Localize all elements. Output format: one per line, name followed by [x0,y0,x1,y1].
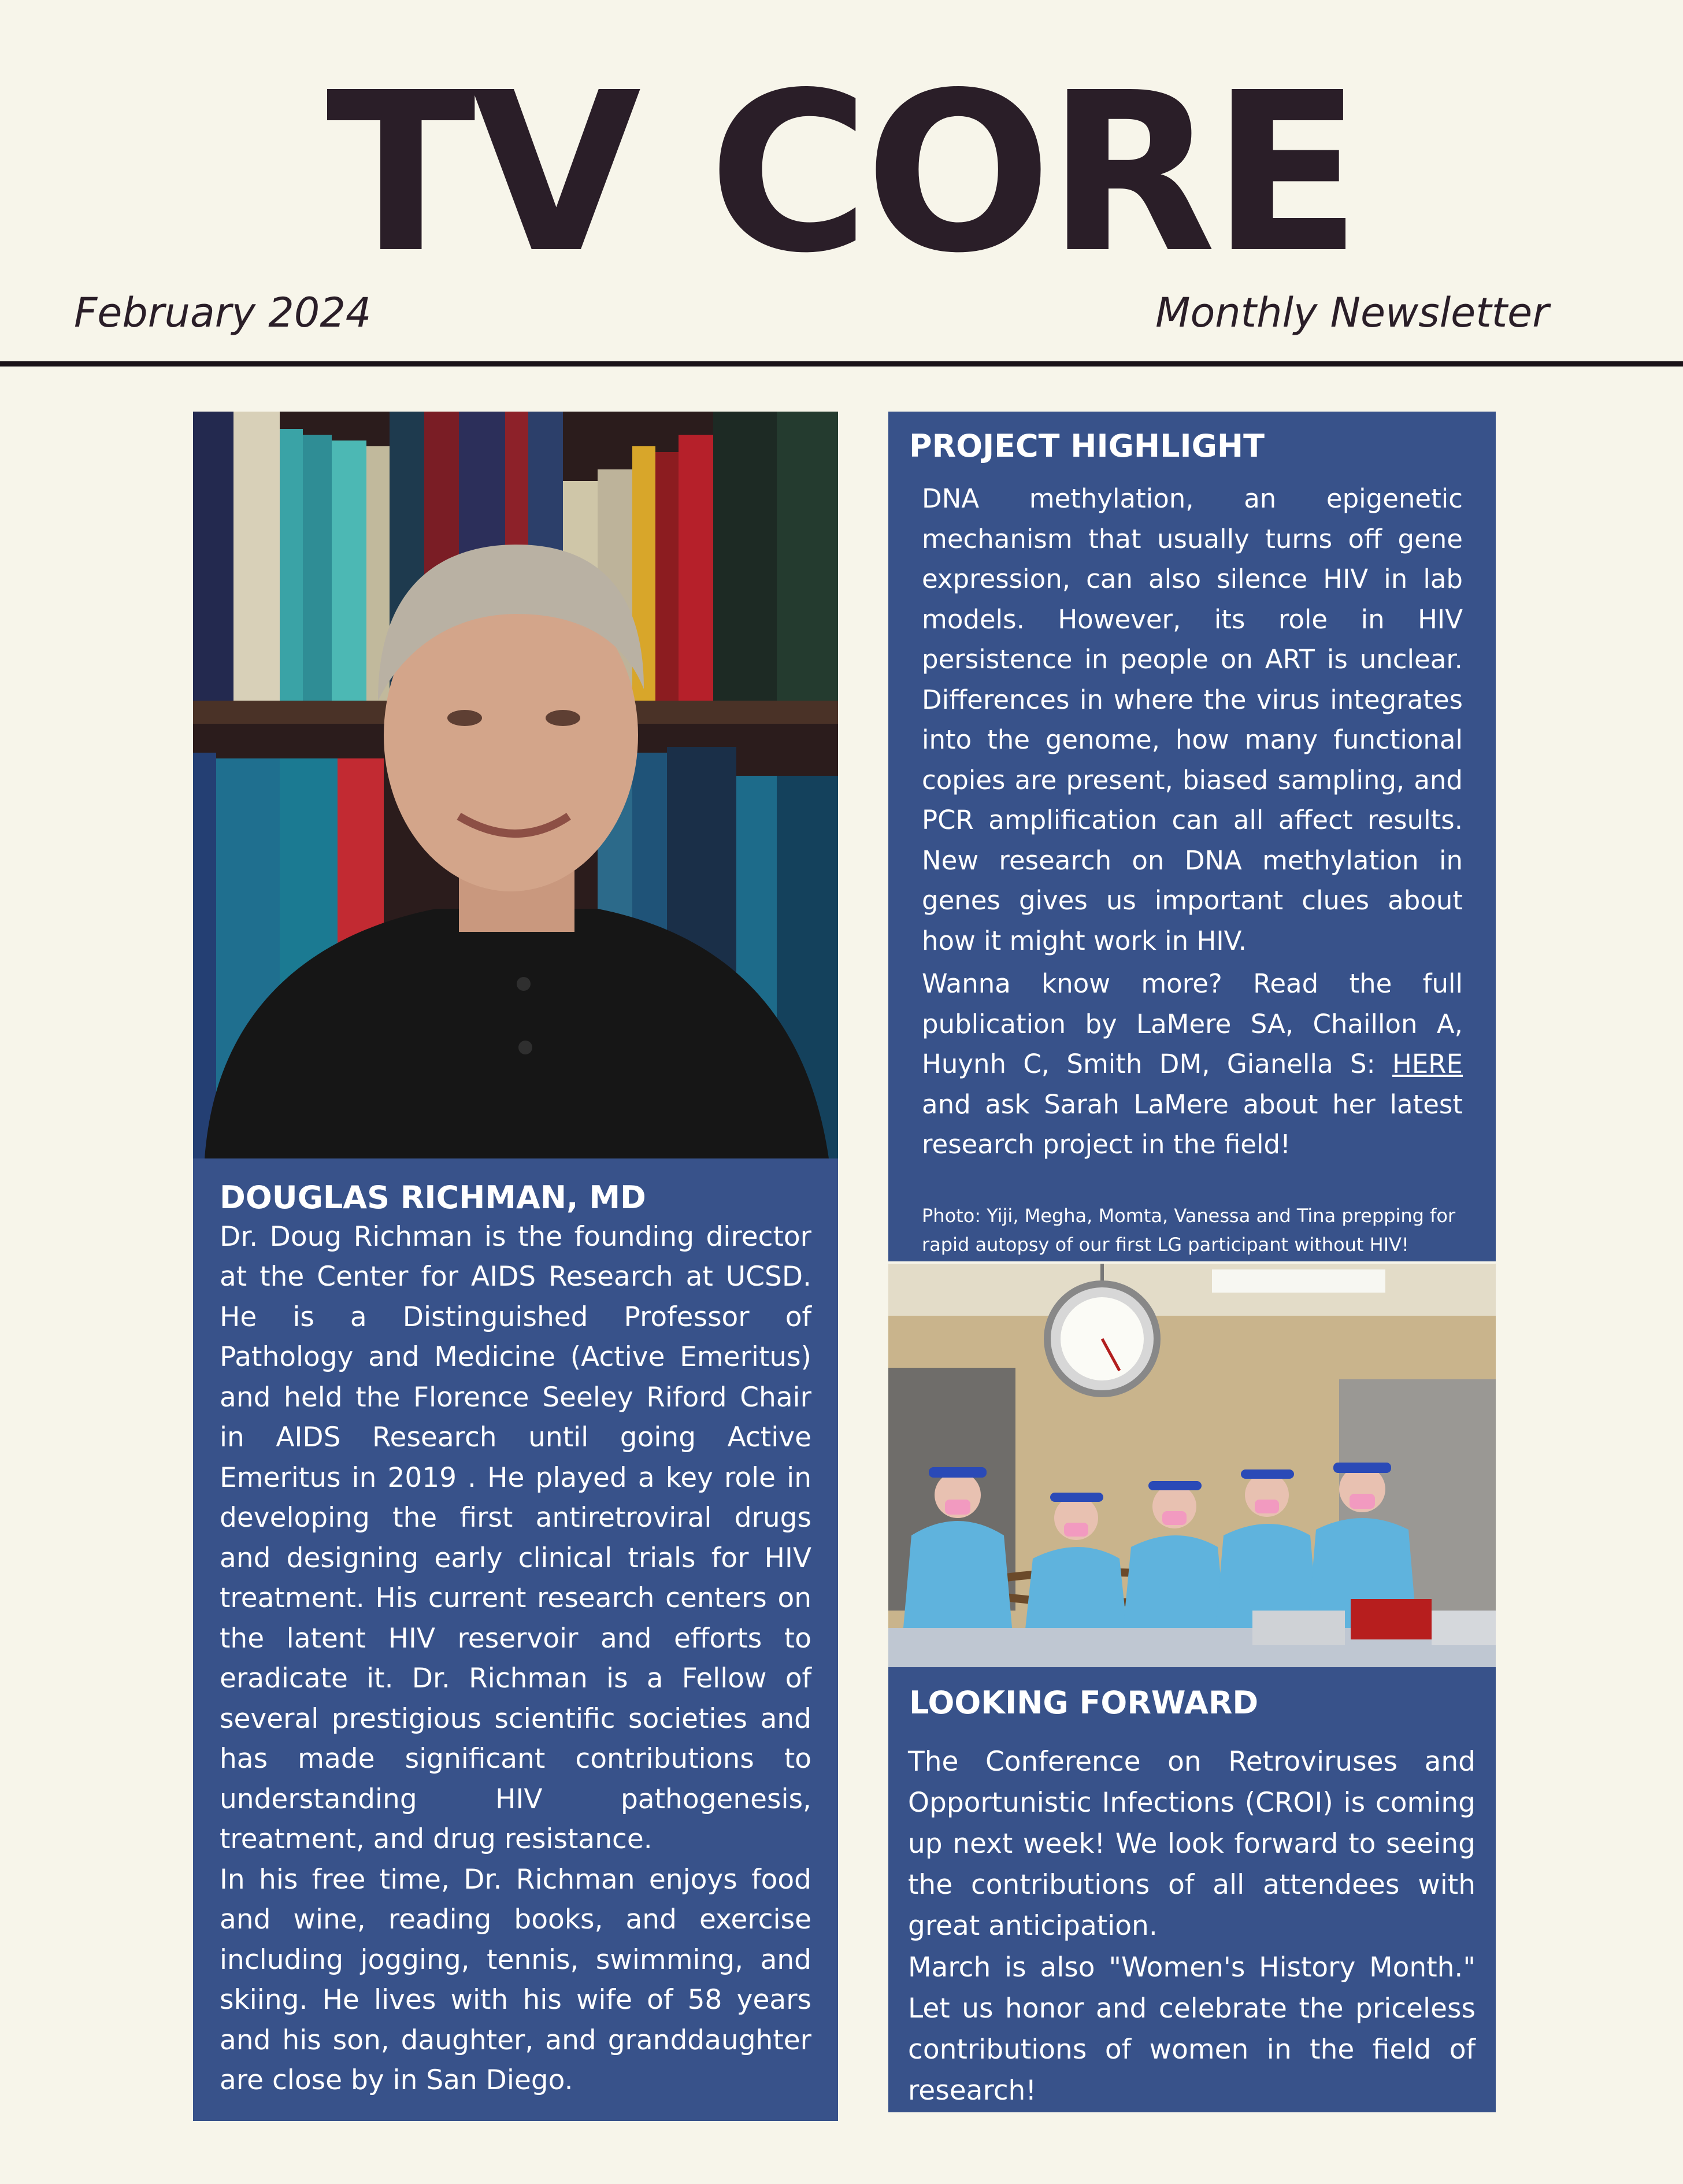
header-divider [0,361,1683,367]
cta-text-tail: and ask Sarah LaMere about her latest research project in the field! [922,1089,1463,1160]
womens-history-paragraph: March is also "Women's History Month." Let us honor and celebrate the priceless contributions of women in the field of research! [908,1952,1476,2107]
publication-link[interactable]: HERE [1392,1049,1463,1079]
portrait-photo [193,412,838,1158]
project-highlight-heading: PROJECT HIGHLIGHT [909,428,1265,464]
project-highlight-panel [888,412,1496,1261]
newsletter-title: TV CORE [326,45,1357,301]
photo-caption: Photo: Yiji, Megha, Momta, Vanessa and Tina prepping for rapid autopsy of our first LG participant without HIV! [922,1205,1456,1256]
cta-text: Wanna know more? Read the full publication by LaMere SA, Chaillon A, Huynh C, Smith DM, Gianella S: [922,968,1463,1079]
newsletter-subtitle: Monthly Newsletter [1155,289,1549,336]
profile-name: DOUGLAS RICHMAN, MD [220,1179,646,1216]
lab-team-photo [888,1264,1496,1667]
project-highlight-cta [922,964,1463,1165]
issue-date: February 2024 [74,289,372,336]
looking-forward-panel [888,1667,1496,2112]
project-highlight-paragraph: DNA methylation, an epigenetic mechanism that usually turns off gene expression, can also silence HIV in lab models. However, its role in HIV persistence in people on ART is unclear. Differences in where the virus integrates into the genome, how many functional copies are present, biased sampling, and PCR amplification can all affect results. New research on DNA methylation in genes gives us important clues about how it might work in HIV. [922,483,1463,956]
croi-paragraph: The Conference on Retroviruses and Opportunistic Infections (CROI) is coming up next week! We look forward to seeing the contributions of all attendees with great anticipation. [908,1746,1476,1942]
profile-panel [193,1158,838,2121]
looking-forward-heading: LOOKING FORWARD [909,1685,1259,1721]
profile-hobbies-paragraph: In his free time, Dr. Richman enjoys food and wine, reading books, and exercise including jogging, tennis, swimming, and skiing. He lives with his wife of 58 years and his son, daughter, and granddaughter are close by in San Diego. [220,1863,811,2097]
profile-bio-paragraph: Dr. Doug Richman is the founding director at the Center for AIDS Research at UCSD. He is a Distinguished Professor of Pathology and Medicine (Active Emeritus) and held the Florence Seeley Riford Chair in AIDS Research until going Active Emeritus in 2019 . He played a key role in developing the first antiretroviral drugs and designing early clinical trials for HIV treatment. His current research centers on the latent HIV reservoir and efforts to eradicate it. Dr. Richman is a Fellow of several prestigious scientific societies and has made significant contributions to understanding HIV pathogenesis, treatment, and drug resistance. [220,1220,811,1856]
